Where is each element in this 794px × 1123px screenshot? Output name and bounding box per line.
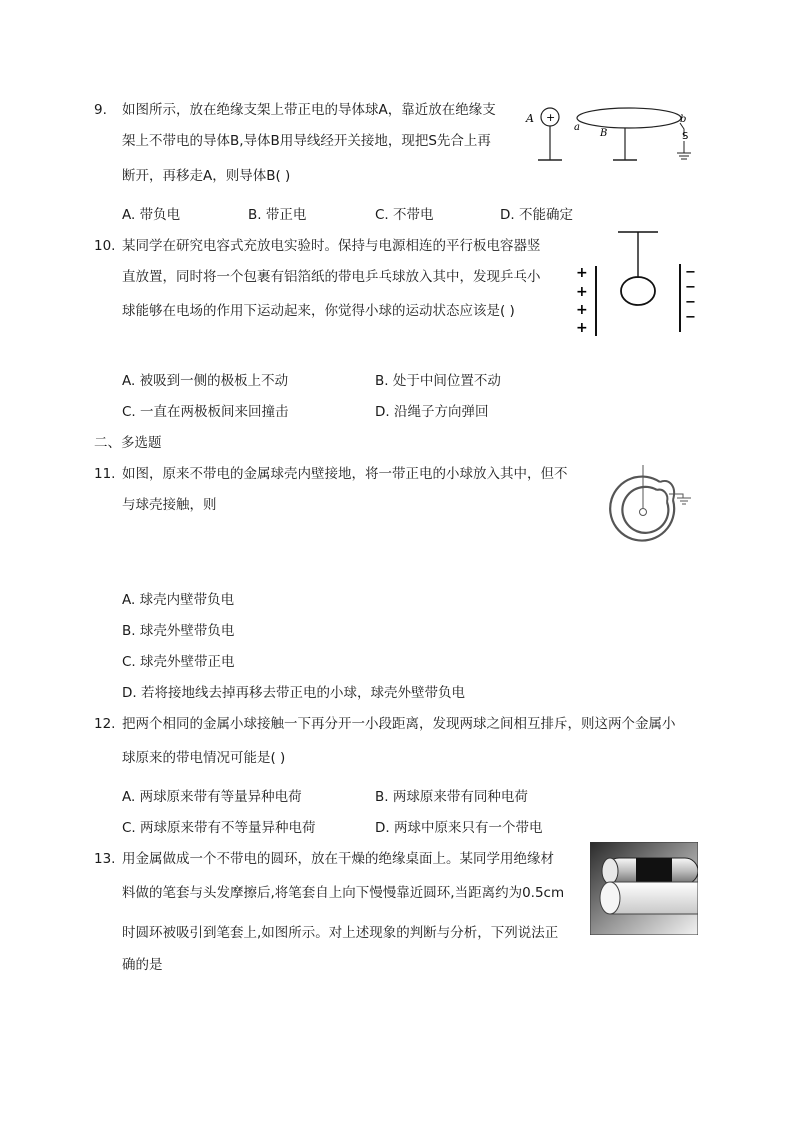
- option-b: B. 带正电: [248, 207, 307, 223]
- option-b: B. 两球原来带有同种电荷: [375, 789, 528, 805]
- label-A: A: [526, 112, 534, 125]
- conductor-B: [577, 108, 681, 128]
- question-number: 10.: [94, 238, 116, 254]
- option-d: D. 若将接地线去掉再移去带正电的小球，球壳外壁带负电: [122, 685, 465, 701]
- section-heading: 二、多选题: [94, 435, 162, 451]
- minus-sign: −: [685, 310, 696, 325]
- option-d: D. 不能确定: [500, 207, 573, 223]
- minus-sign: −: [685, 265, 696, 280]
- pen-cap-ring-photo: [590, 842, 698, 935]
- spherical-shell-diagram: [605, 462, 700, 547]
- capacitor-diagram: [570, 228, 700, 340]
- option-a: A. 两球原来带有等量异种电荷: [122, 789, 302, 805]
- option-b: B. 球壳外壁带负电: [122, 623, 235, 639]
- option-b: B. 处于中间位置不动: [375, 373, 501, 389]
- question-text-line: 料做的笔套与头发摩擦后,将笔套自上向下慢慢靠近圆环,当距离约为0.5cm: [122, 885, 565, 901]
- option-c: C. 球壳外壁带正电: [122, 654, 235, 670]
- label-b: b: [680, 114, 687, 125]
- plus-sign: +: [576, 320, 588, 336]
- question-text-line: 某同学在研究电容式充放电实验时。保持与电源相连的平行板电容器竖: [122, 238, 541, 254]
- minus-sign: −: [685, 280, 696, 295]
- question-text-line: 断开，再移走A，则导体B( ): [122, 168, 291, 184]
- option-d: D. 两球中原来只有一个带电: [375, 820, 543, 836]
- minus-sign: −: [685, 295, 696, 310]
- question-text-line: 架上不带电的导体B,导体B用导线经开关接地，现把S先合上再: [122, 133, 491, 149]
- plus-sign: +: [576, 302, 588, 318]
- conductor-diagram: [522, 95, 702, 175]
- option-d: D. 沿绳子方向弹回: [375, 404, 489, 420]
- plus-sign: +: [576, 284, 588, 300]
- question-text-line: 确的是: [122, 957, 163, 973]
- question-number: 9.: [94, 102, 107, 118]
- charged-ball: [640, 509, 647, 516]
- label-plus: +: [546, 111, 556, 124]
- question-text-line: 如图，原来不带电的金属球壳内壁接地，将一带正电的小球放入其中，但不: [122, 466, 568, 482]
- question-number: 13.: [94, 851, 116, 867]
- question-text-line: 球原来的带电情况可能是( ): [122, 750, 286, 766]
- ping-pong-ball: [621, 277, 655, 305]
- question-text-line: 与球壳接触，则: [122, 497, 217, 513]
- question-number: 12.: [94, 716, 116, 732]
- label-a: a: [574, 122, 580, 133]
- question-number: 11.: [94, 466, 116, 482]
- question-text-line: 直放置，同时将一个包裹有铝箔纸的带电乒乓球放入其中，发现乒乓小: [122, 269, 541, 285]
- option-c: C. 两球原来带有不等量异种电荷: [122, 820, 316, 836]
- plus-sign: +: [576, 265, 588, 281]
- question-text-line: 球能够在电场的作用下运动起来，你觉得小球的运动状态应该是( ): [122, 303, 515, 319]
- question-text-line: 如图所示，放在绝缘支架上带正电的导体球A，靠近放在绝缘支: [122, 102, 496, 118]
- label-B: B: [600, 128, 608, 139]
- option-a: A. 被吸到一侧的极板上不动: [122, 373, 289, 389]
- option-c: C. 一直在两极板间来回撞击: [122, 404, 289, 420]
- question-text-line: 把两个相同的金属小球接触一下再分开一小段距离，发现两球之间相互排斥，则这两个金属小: [122, 716, 676, 732]
- option-a: A. 带负电: [122, 207, 181, 223]
- metal-ring: [610, 882, 698, 914]
- question-text-line: 时圆环被吸引到笔套上,如图所示。对上述现象的判断与分析，下列说法正: [122, 925, 559, 941]
- option-c: C. 不带电: [375, 207, 434, 223]
- option-a: A. 球壳内壁带负电: [122, 592, 235, 608]
- label-S: S: [682, 131, 689, 142]
- question-text-line: 用金属做成一个不带电的圆环，放在干燥的绝缘桌面上。某同学用绝缘材: [122, 851, 554, 867]
